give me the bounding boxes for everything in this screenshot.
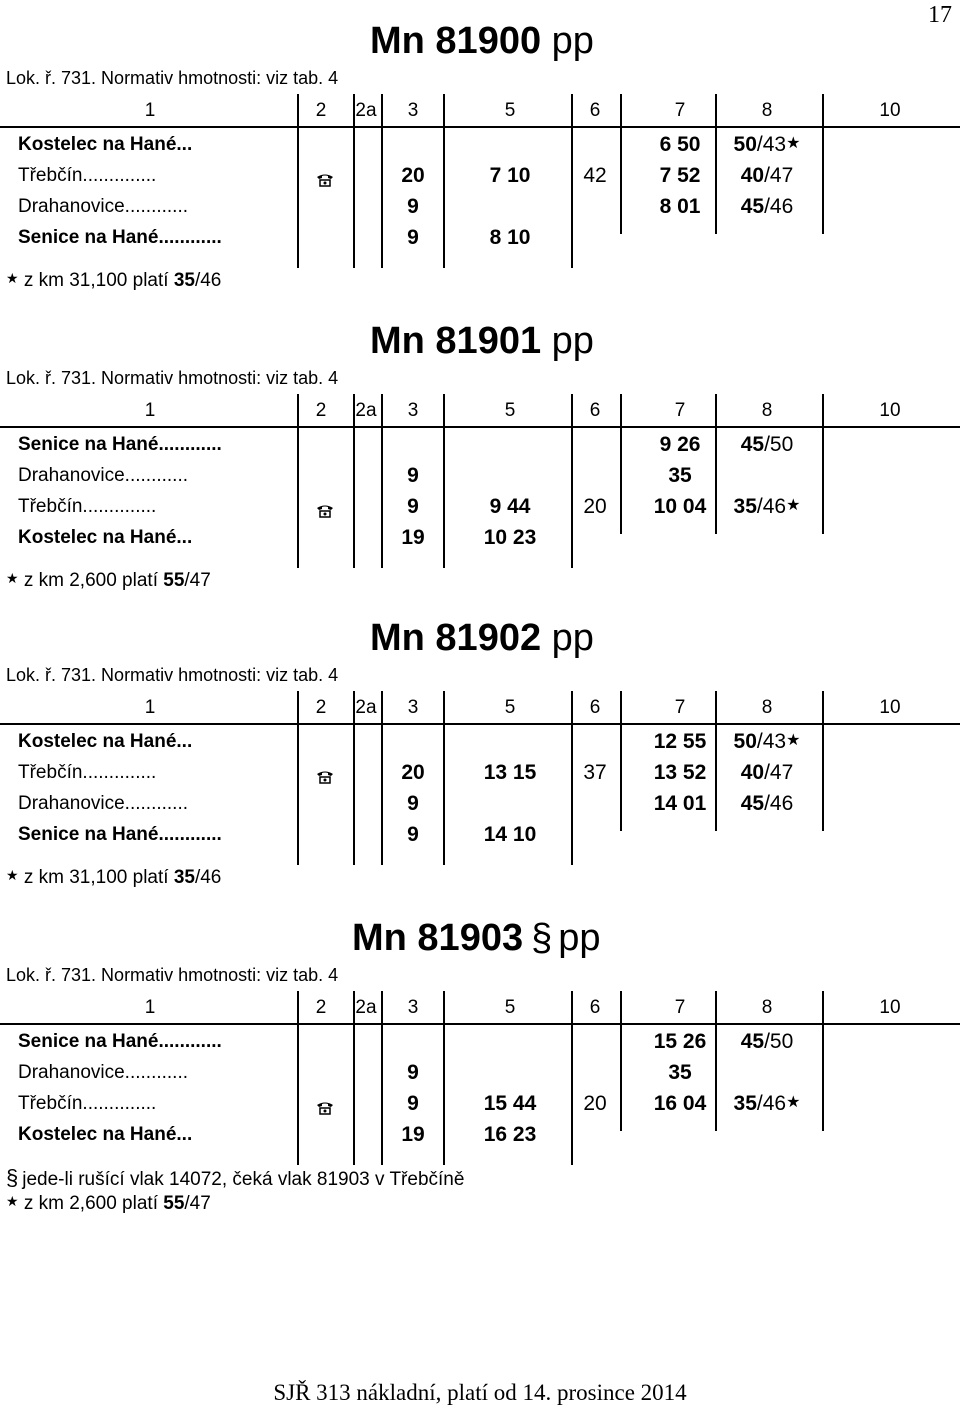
footnote-prefix: z km 31,100 platí <box>23 867 174 888</box>
footnote <box>6 867 221 889</box>
weight-a: 50 <box>733 730 757 753</box>
column-header: 1 <box>144 997 156 1018</box>
column-header: 7 <box>674 400 686 421</box>
cell-col8 <box>712 495 822 519</box>
cell-col7: 9 26 <box>659 433 701 456</box>
station-name: Senice na Hané............ <box>18 824 222 845</box>
table-row <box>0 523 960 554</box>
cell-col7: 8 01 <box>659 195 701 218</box>
table-row <box>0 192 960 223</box>
column-header: 7 <box>674 997 686 1018</box>
train-number: Mn 81903 <box>352 917 524 959</box>
column-header: 2 <box>315 400 327 421</box>
cell-col7: 35 <box>668 464 692 487</box>
table-row <box>0 130 960 161</box>
weight-b: /46 <box>756 1092 787 1115</box>
star-icon: ★ <box>786 1094 801 1111</box>
lok-info: Lok. ř. 731. Normativ hmotnosti: viz tab. 4 <box>6 965 339 985</box>
train-block <box>0 320 960 610</box>
train-number: Mn 81900 <box>370 20 542 62</box>
weight-b: /46 <box>764 792 794 815</box>
footnote-prefix: z km 2,600 platí <box>23 1193 164 1214</box>
cell-col3: 19 <box>401 1123 425 1146</box>
footnote-weight-b: /47 <box>184 570 211 591</box>
weight-a: 35 <box>733 1092 757 1115</box>
table-row <box>0 461 960 492</box>
station-name: Kostelec na Hané... <box>18 134 193 155</box>
cell-col7: 10 04 <box>653 495 707 518</box>
cell-col5: 16 23 <box>483 1123 537 1146</box>
column-header: 6 <box>589 697 601 718</box>
cell-col7: 16 04 <box>653 1092 707 1115</box>
train-title <box>370 617 594 660</box>
telephone-icon <box>316 169 334 183</box>
column-header: 8 <box>761 697 773 718</box>
cell-col3: 9 <box>407 464 419 487</box>
column-header: 7 <box>674 697 686 718</box>
cell-col3: 9 <box>407 226 419 249</box>
table-row <box>0 1120 960 1151</box>
column-header-row <box>0 394 960 424</box>
station-name: Senice na Hané............ <box>18 434 222 455</box>
column-header: 2a <box>355 997 377 1018</box>
column-header: 6 <box>589 400 601 421</box>
column-header-row <box>0 691 960 721</box>
table-row <box>0 1089 960 1120</box>
weight-b: /43 <box>756 133 787 156</box>
column-header: 10 <box>879 697 901 718</box>
train-number: Mn 81901 <box>370 320 542 362</box>
cell-col8 <box>712 164 822 188</box>
star-icon: ★ <box>786 135 801 152</box>
station-name: Senice na Hané............ <box>18 227 222 248</box>
weight-a: 45 <box>740 792 765 815</box>
table-row <box>0 430 960 461</box>
cell-col8 <box>712 433 822 457</box>
cell-col7: 13 52 <box>653 761 707 784</box>
cell-col8 <box>712 761 822 785</box>
cell-col3: 9 <box>407 495 419 518</box>
cell-col5: 10 23 <box>483 526 537 549</box>
cell-col7: 12 55 <box>653 730 707 753</box>
column-header: 10 <box>879 400 901 421</box>
column-header: 3 <box>407 100 419 121</box>
station-name: Drahanovice............ <box>18 793 189 814</box>
table-row <box>0 758 960 789</box>
train-block <box>0 917 960 1214</box>
lok-info: Lok. ř. 731. Normativ hmotnosti: viz tab. 4 <box>6 368 339 388</box>
cell-col3: 9 <box>407 823 419 846</box>
cell-col6: 20 <box>583 1092 607 1115</box>
cell-col5: 14 10 <box>483 823 537 846</box>
column-header: 2a <box>355 100 377 121</box>
station-name: Třebčín.............. <box>18 496 157 517</box>
column-header: 8 <box>761 997 773 1018</box>
station-name: Senice na Hané............ <box>18 1031 222 1052</box>
column-header: 3 <box>407 697 419 718</box>
cell-col5: 13 15 <box>483 761 537 784</box>
column-header-row <box>0 94 960 124</box>
column-header: 6 <box>589 997 601 1018</box>
column-header: 5 <box>504 100 516 121</box>
weight-b: /50 <box>764 1030 794 1053</box>
cell-col6: 42 <box>583 164 607 187</box>
station-name: Třebčín.............. <box>18 1093 157 1114</box>
cell-col8 <box>712 133 822 157</box>
cell-col3: 20 <box>401 164 425 187</box>
star-icon: ★ <box>6 570 19 586</box>
weight-a: 45 <box>740 195 765 218</box>
footnote-weight-a: 35 <box>173 867 195 888</box>
train-title <box>352 917 601 960</box>
weight-a: 45 <box>740 433 765 456</box>
weight-a: 45 <box>740 1030 765 1053</box>
footnote-prefix: z km 2,600 platí <box>23 570 164 591</box>
footnote-prefix: z km 31,100 platí <box>23 270 174 291</box>
station-name: Drahanovice............ <box>18 465 189 486</box>
column-header: 10 <box>879 100 901 121</box>
weight-b: /46 <box>764 195 794 218</box>
cell-col7: 15 26 <box>653 1030 707 1053</box>
column-header: 2a <box>355 400 377 421</box>
weight-b: /43 <box>756 730 787 753</box>
weight-a: 50 <box>733 133 757 156</box>
footnote-weight-b: /46 <box>194 270 222 291</box>
train-title <box>370 320 594 363</box>
cell-col3: 9 <box>407 195 419 218</box>
footer-text: SJŘ 313 nákladní, platí od 14. prosince 2014 <box>273 1380 687 1405</box>
column-header: 3 <box>407 400 419 421</box>
table-row <box>0 492 960 523</box>
table-row <box>0 223 960 254</box>
footnote-weight-a: 55 <box>163 1193 185 1214</box>
header-divider <box>0 1023 960 1025</box>
column-header: 2 <box>315 997 327 1018</box>
cell-col8 <box>712 1092 822 1116</box>
column-header: 10 <box>879 997 901 1018</box>
star-icon: ★ <box>786 497 801 514</box>
column-header: 3 <box>407 997 419 1018</box>
cell-col5: 7 10 <box>489 164 531 187</box>
cell-col5: 15 44 <box>483 1092 537 1115</box>
footnote-weight-b: /46 <box>194 867 222 888</box>
footnote <box>6 570 211 592</box>
lok-info: Lok. ř. 731. Normativ hmotnosti: viz tab. 4 <box>6 68 339 88</box>
header-divider <box>0 426 960 428</box>
train-suffix: pp <box>551 20 594 62</box>
table-row <box>0 1058 960 1089</box>
page-number: 17 <box>928 2 952 28</box>
column-header: 1 <box>144 100 156 121</box>
column-header: 2 <box>315 697 327 718</box>
weight-b: /46 <box>756 495 787 518</box>
cell-col5: 8 10 <box>489 226 531 249</box>
cell-col8 <box>712 1030 822 1054</box>
cell-col6: 37 <box>583 761 607 784</box>
station-name: Kostelec na Hané... <box>18 527 193 548</box>
footnote-weight-a: 35 <box>173 270 195 291</box>
cell-col5: 9 44 <box>489 495 531 518</box>
cell-col7: 14 01 <box>653 792 707 815</box>
cell-col8 <box>712 792 822 816</box>
column-header: 1 <box>144 697 156 718</box>
train-block <box>0 20 960 310</box>
cell-col7: 6 50 <box>659 133 701 156</box>
weight-b: /47 <box>764 164 794 187</box>
train-title <box>370 20 594 63</box>
star-icon: ★ <box>6 867 19 883</box>
cell-col3: 19 <box>401 526 425 549</box>
footnote-weight-a: 55 <box>163 570 185 591</box>
cell-col8 <box>712 195 822 219</box>
cell-col3: 9 <box>407 792 419 815</box>
telephone-icon <box>316 766 334 780</box>
footnote <box>6 1193 211 1215</box>
cell-col7: 35 <box>668 1061 692 1084</box>
weight-a: 35 <box>733 495 757 518</box>
weight-a: 40 <box>740 164 765 187</box>
station-name: Třebčín.............. <box>18 165 157 186</box>
table-row <box>0 727 960 758</box>
column-header: 7 <box>674 100 686 121</box>
column-header-row <box>0 991 960 1021</box>
column-header: 8 <box>761 400 773 421</box>
cell-col6: 20 <box>583 495 607 518</box>
header-divider <box>0 723 960 725</box>
column-header: 5 <box>504 697 516 718</box>
telephone-icon <box>316 1097 334 1111</box>
star-icon: ★ <box>6 1193 19 1209</box>
star-icon: ★ <box>6 270 19 286</box>
station-name: Drahanovice............ <box>18 1062 189 1083</box>
section-icon: § <box>531 917 553 959</box>
train-suffix: pp <box>558 917 601 959</box>
column-header: 5 <box>504 400 516 421</box>
footnote-weight-b: /47 <box>184 1193 211 1214</box>
lok-info: Lok. ř. 731. Normativ hmotnosti: viz tab. 4 <box>6 665 339 685</box>
column-header: 2a <box>355 697 377 718</box>
column-header: 2 <box>315 100 327 121</box>
section-icon: § <box>6 1165 19 1190</box>
section-note-text: jede-li rušící vlak 14072, čeká vlak 81903 v Třebčíně <box>22 1169 465 1190</box>
star-icon: ★ <box>786 732 801 749</box>
header-divider <box>0 126 960 128</box>
station-name: Drahanovice............ <box>18 196 189 217</box>
train-block <box>0 617 960 907</box>
table-row <box>0 789 960 820</box>
table-row <box>0 820 960 851</box>
train-number: Mn 81902 <box>370 617 542 659</box>
cell-col3: 9 <box>407 1092 419 1115</box>
column-header: 6 <box>589 100 601 121</box>
weight-b: /47 <box>764 761 794 784</box>
table-row <box>0 1027 960 1058</box>
cell-col8 <box>712 730 822 754</box>
cell-col3: 20 <box>401 761 425 784</box>
section-note <box>6 1165 464 1191</box>
table-row <box>0 161 960 192</box>
weight-a: 40 <box>740 761 765 784</box>
column-header: 5 <box>504 997 516 1018</box>
cell-col7: 7 52 <box>659 164 701 187</box>
station-name: Kostelec na Hané... <box>18 731 193 752</box>
cell-col3: 9 <box>407 1061 419 1084</box>
station-name: Třebčín.............. <box>18 762 157 783</box>
column-header: 8 <box>761 100 773 121</box>
train-suffix: pp <box>551 617 594 659</box>
weight-b: /50 <box>764 433 794 456</box>
telephone-icon <box>316 500 334 514</box>
footnote <box>6 270 221 292</box>
station-name: Kostelec na Hané... <box>18 1124 193 1145</box>
train-suffix: pp <box>551 320 594 362</box>
column-header: 1 <box>144 400 156 421</box>
